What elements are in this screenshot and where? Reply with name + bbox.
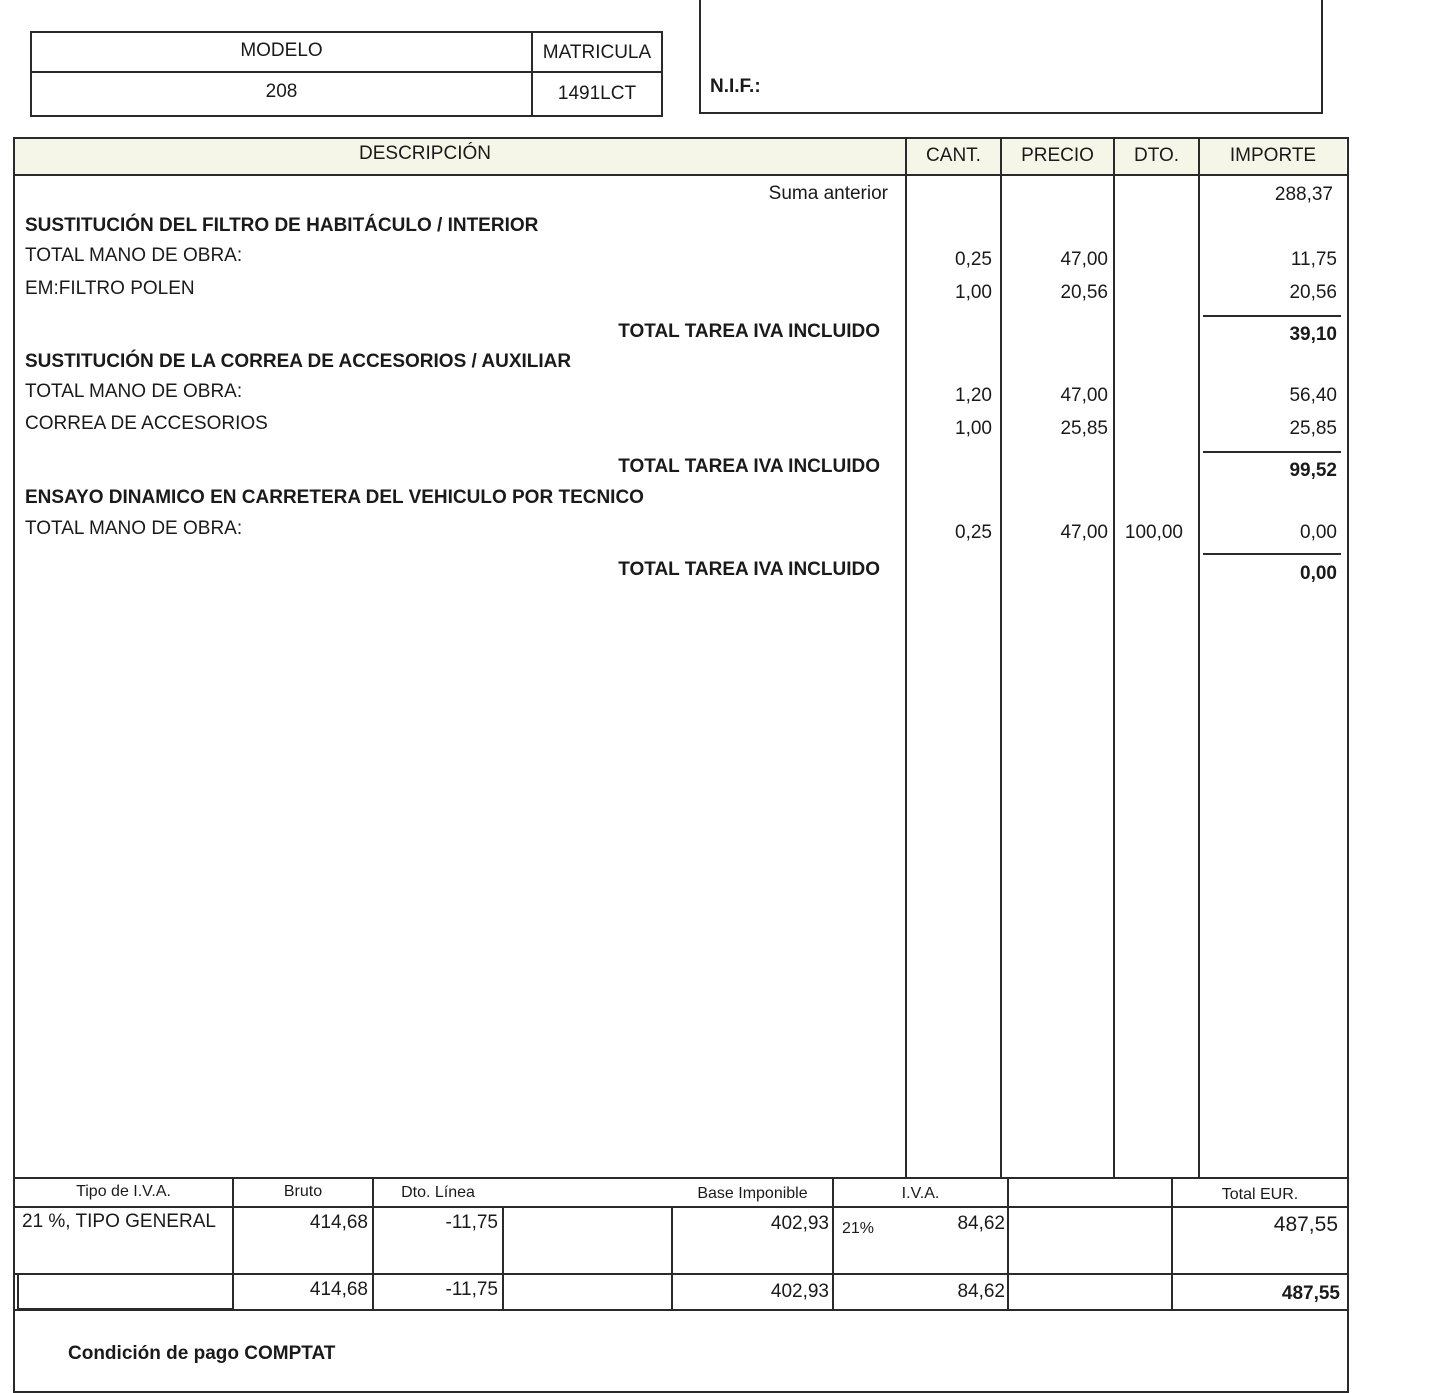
summary-header-dto-linea: Dto. Línea	[401, 1184, 475, 1201]
line-cant: 0,25	[955, 522, 992, 543]
line-precio: 25,85	[1060, 418, 1108, 439]
modelo-value: 208	[265, 81, 298, 102]
line-desc: TOTAL MANO DE OBRA:	[25, 381, 243, 402]
summary-header-rule	[13, 1206, 1349, 1208]
payment-condition: Condición de pago COMPTAT	[68, 1343, 336, 1364]
subtotal-rule	[1203, 315, 1341, 317]
task-total-label: TOTAL TAREA IVA INCLUIDO	[618, 321, 880, 342]
line-dto: 100,00	[1124, 522, 1183, 543]
line-precio: 47,00	[1060, 522, 1108, 543]
subtotal-rule	[1203, 553, 1341, 555]
table-body-bottom-rule	[13, 1177, 1349, 1179]
summary-tipo-total-box	[17, 1273, 234, 1310]
summary-total-dto-linea: -11,75	[445, 1279, 498, 1300]
summary-base: 402,93	[770, 1213, 829, 1234]
line-importe: 56,40	[1289, 385, 1337, 406]
summary-header-tipo: Tipo de I.V.A.	[76, 1183, 171, 1200]
header-importe: IMPORTE	[1229, 145, 1317, 166]
matricula-label: MATRICULA	[542, 42, 652, 63]
line-desc: CORREA DE ACCESORIOS	[25, 413, 268, 434]
line-cant: 0,25	[955, 249, 992, 270]
task-title: SUSTITUCIÓN DE LA CORREA DE ACCESORIOS / AUXILIAR	[25, 351, 572, 372]
line-importe: 0,00	[1300, 522, 1337, 543]
summary-bruto: 414,68	[309, 1212, 368, 1233]
line-cant: 1,00	[955, 282, 992, 303]
line-cant: 1,00	[955, 418, 992, 439]
col-divider-importe	[1198, 137, 1200, 1178]
summary-grand-total: 487,55	[1281, 1283, 1340, 1304]
summary-header-iva: I.V.A.	[901, 1185, 940, 1202]
vehicle-box-divider	[30, 71, 663, 73]
suma-anterior-label: Suma anterior	[768, 183, 888, 204]
line-cant: 1,20	[955, 385, 992, 406]
client-box	[699, 0, 1323, 114]
summary-header-base: Base Imponible	[697, 1185, 808, 1202]
line-importe: 20,56	[1289, 282, 1337, 303]
summary-col-divider	[502, 1206, 504, 1310]
task-title: ENSAYO DINAMICO EN CARRETERA DEL VEHICULO POR TECNICO	[25, 487, 644, 508]
summary-header-bruto: Bruto	[283, 1183, 323, 1200]
line-importe: 11,75	[1290, 249, 1337, 270]
line-importe: 25,85	[1289, 418, 1337, 439]
summary-total-bruto: 414,68	[309, 1279, 368, 1300]
table-header-rule	[13, 174, 1349, 176]
line-precio: 47,00	[1060, 249, 1108, 270]
summary-dto-linea: -11,75	[445, 1212, 498, 1233]
header-cant: CANT.	[926, 145, 981, 166]
line-desc: TOTAL MANO DE OBRA:	[25, 518, 243, 539]
summary-header-total: Total EUR.	[1221, 1186, 1299, 1203]
task-total-value: 99,52	[1289, 460, 1337, 481]
subtotal-rule	[1203, 451, 1341, 453]
summary-iva: 84,62	[957, 1213, 1005, 1234]
summary-col-divider	[1007, 1177, 1009, 1310]
matricula-value: 1491LCT	[557, 83, 637, 104]
nif-label: N.I.F.:	[710, 76, 761, 97]
line-precio: 20,56	[1060, 282, 1108, 303]
summary-total-iva: 84,62	[957, 1281, 1005, 1302]
line-desc: EM:FILTRO POLEN	[25, 278, 195, 299]
header-descripcion: DESCRIPCIÓN	[359, 143, 491, 164]
task-total-label: TOTAL TAREA IVA INCLUIDO	[618, 456, 880, 477]
summary-iva-pct: 21%	[842, 1220, 875, 1237]
task-total-label: TOTAL TAREA IVA INCLUIDO	[618, 559, 880, 580]
header-dto: DTO.	[1133, 145, 1180, 166]
summary-total-base: 402,93	[770, 1281, 829, 1302]
task-total-value: 0,00	[1300, 563, 1337, 584]
task-title: SUSTITUCIÓN DEL FILTRO DE HABITÁCULO / INTERIOR	[25, 215, 539, 236]
modelo-label: MODELO	[240, 40, 323, 61]
summary-tipo: 21 %, TIPO GENERAL	[22, 1211, 216, 1232]
col-divider-dto	[1113, 137, 1115, 1178]
header-precio: PRECIO	[1021, 145, 1094, 166]
task-total-value: 39,10	[1289, 324, 1337, 345]
summary-total: 487,55	[1273, 1213, 1338, 1236]
line-desc: TOTAL MANO DE OBRA:	[25, 245, 243, 266]
line-precio: 47,00	[1060, 385, 1108, 406]
suma-anterior-importe: 288,37	[1274, 184, 1333, 205]
